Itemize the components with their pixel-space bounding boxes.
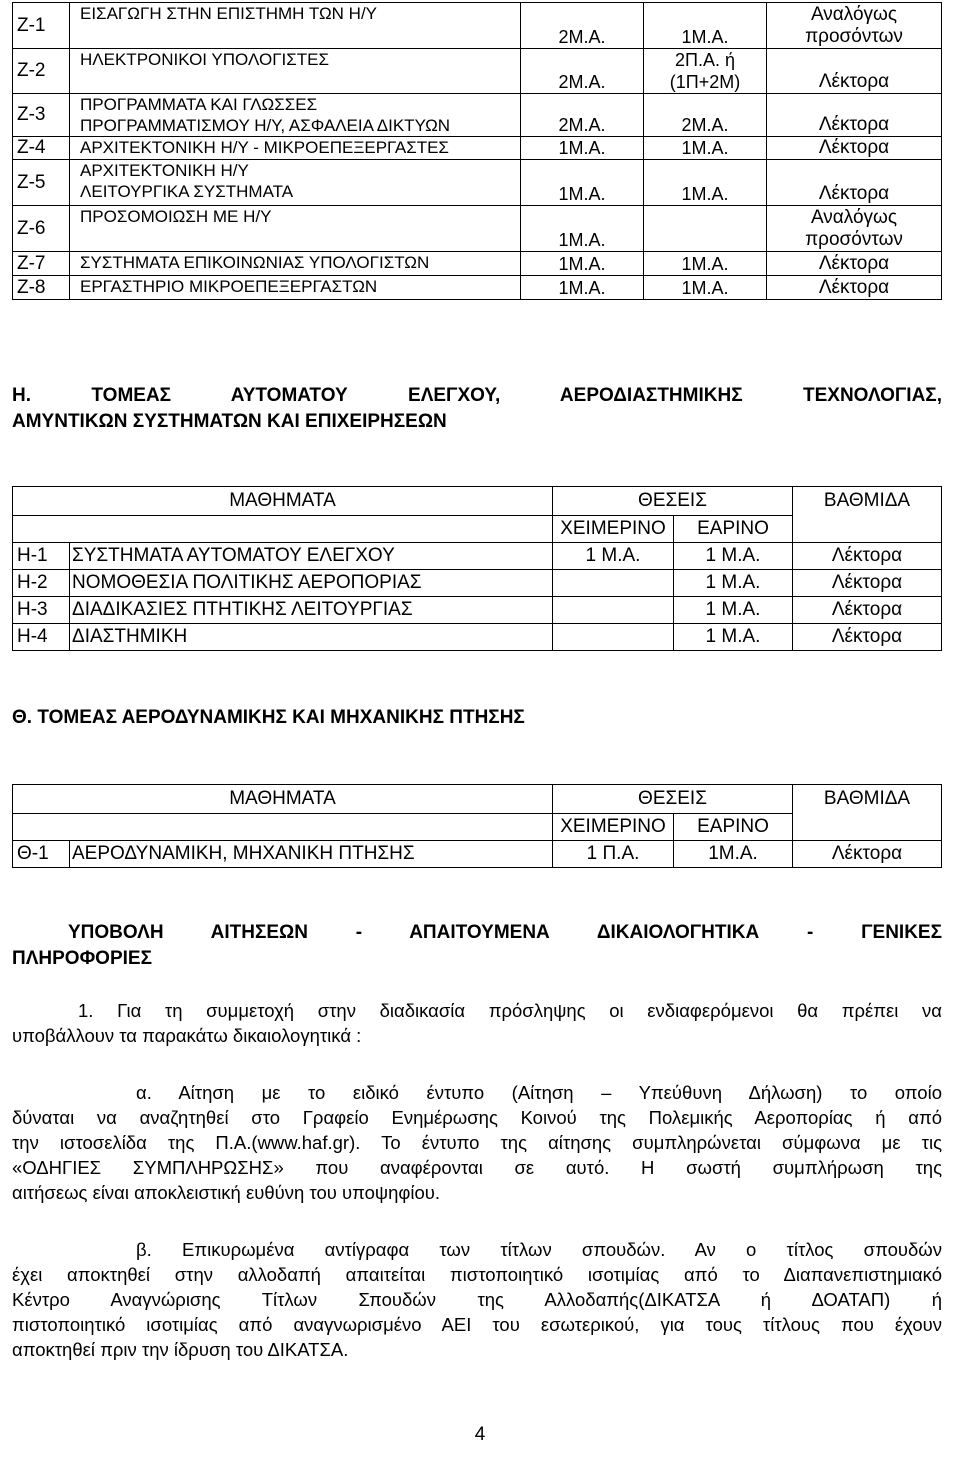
row-grade: [767, 252, 942, 276]
row-winter: 1 Μ.Α.: [553, 543, 674, 570]
table-th: [12, 784, 942, 868]
table-row: [13, 137, 942, 160]
spring-line: 1Μ.Α.: [681, 278, 729, 298]
header-grade: ΒΑΘΜΙΔΑ: [793, 487, 942, 543]
spring-line: 2Π.Α. ή: [674, 50, 736, 70]
row-code: Θ-1: [13, 841, 70, 868]
row-spring: 1 Μ.Α.: [674, 624, 793, 651]
course-name-line: ΕΡΓΑΣΤΗΡΙΟ ΜΙΚΡΟΕΠΕΞΕΡΓΑΣΤΩΝ: [80, 277, 378, 296]
course-name-line: ΣΥΣΤΗΜΑΤΑ ΕΠΙΚΟΙΝΩΝΙΑΣ ΥΠΟΛΟΓΙΣΤΩΝ: [80, 253, 430, 272]
section-h-title-line2: ΑΜΥΝΤΙΚΩΝ ΣΥΣΤΗΜΑΤΩΝ ΚΑΙ ΕΠΙΧΕΙΡΗΣΕΩΝ: [12, 411, 447, 432]
table-row: [13, 3, 942, 49]
grade-line: Λέκτορα: [818, 183, 890, 204]
course-name-line: ΠΡΟΓΡΑΜΜΑΤΑ ΚΑΙ ΓΛΩΣΣΕΣ: [80, 95, 318, 114]
row-grade: [767, 137, 942, 160]
row-grade: [767, 206, 942, 252]
header-winter: ΧΕΙΜΕΡΙΝΟ: [553, 814, 674, 841]
row-code: Ζ-4: [13, 137, 70, 160]
row-code: Η-3: [13, 597, 70, 624]
section-th-title: Θ. ΤΟΜΕΑΣ ΑΕΡΟΔΥΝΑΜΙΚΗΣ ΚΑΙ ΜΗΧΑΝΙΚΗΣ ΠΤΗΣΗΣ: [12, 707, 525, 728]
header-grade: ΒΑΘΜΙΔΑ: [793, 785, 942, 841]
row-grade: [767, 49, 942, 94]
paragraph-b-line: πιστοποιητικό ισοτιμίας από αναγνωρισμένο ΑΕΙ του εσωτερικού, για τους τίτλους που έχουν: [12, 1314, 942, 1335]
row-course-name: [70, 94, 521, 137]
paragraph-a: [12, 1080, 942, 1205]
row-grade: [767, 160, 942, 206]
grade-line: Αναλόγως: [810, 207, 898, 228]
header-spring: ΕΑΡΙΝΟ: [674, 516, 793, 543]
row-course-name: [70, 160, 521, 206]
grade-line: προσόντων: [805, 26, 903, 47]
paragraph-a-line: δύναται να αναζητηθεί στο Γραφείο Ενημέρωσης Κοινού της Πολεμικής Αεροπορίας ή από: [12, 1107, 942, 1128]
applications-heading-line1: ΥΠΟΒΟΛΗ ΑΙΤΗΣΕΩΝ - ΑΠΑΙΤΟΥΜΕΝΑ ΔΙΚΑΙΟΛΟΓΗΤΙΚΑ - ΓΕΝΙΚΕΣ: [68, 922, 942, 943]
row-winter: 1Μ.Α.: [521, 252, 644, 276]
table-z: [12, 2, 942, 300]
grade-line: Λέκτορα: [818, 137, 890, 158]
section-h-title: [12, 383, 942, 435]
row-spring: [644, 3, 767, 49]
table-row: [13, 597, 942, 624]
row-course-name: ΣΥΣΤΗΜΑΤΑ ΑΥΤΟΜΑΤΟΥ ΕΛΕΓΧΟΥ: [70, 543, 553, 570]
row-code: Ζ-8: [13, 276, 70, 300]
paragraph-b-line: β. Επικυρωμένα αντίγραφα των τίτλων σπουδών. Αν ο τίτλος σπουδών: [136, 1239, 942, 1260]
row-winter: [553, 597, 674, 624]
row-grade: Λέκτορα: [793, 597, 942, 624]
applications-heading: [68, 920, 942, 946]
applications-heading-line2: ΠΛΗΡΟΦΟΡΙΕΣ: [12, 948, 152, 969]
table-row: [13, 276, 942, 300]
spring-line: 1Μ.Α.: [681, 138, 729, 158]
spring-line: 1Μ.Α.: [681, 27, 729, 47]
row-spring: 1 Μ.Α.: [674, 543, 793, 570]
paragraph-b-line: έχει αποκτηθεί στην αλλοδαπή απαιτείται πιστοποιητικό ισοτιμίας από το Διαπανεπιστημιακό: [12, 1264, 942, 1285]
row-winter: [553, 570, 674, 597]
header-positions: ΘΕΣΕΙΣ: [553, 487, 793, 516]
row-course-name: [70, 206, 521, 252]
row-winter: 1Μ.Α.: [521, 160, 644, 206]
header-spring: ΕΑΡΙΝΟ: [674, 814, 793, 841]
grade-line: Λέκτορα: [818, 253, 890, 274]
row-winter: 1Μ.Α.: [521, 137, 644, 160]
paragraph-a-line: την ιστοσελίδα της Π.Α.(www.haf.gr). Το έντυπο της αίτησης συμπληρώνεται σύμφωνα με τις: [12, 1132, 942, 1153]
row-course-name: ΑΕΡΟΔΥΝΑΜΙΚΗ, ΜΗΧΑΝΙΚΗ ΠΤΗΣΗΣ: [70, 841, 553, 868]
paragraph-a-line: α. Αίτηση με το ειδικό έντυπο (Αίτηση – Υπεύθυνη Δήλωση) το οποίο: [136, 1082, 942, 1103]
row-winter: 1 Π.Α.: [553, 841, 674, 868]
table-h: [12, 486, 942, 651]
header-positions: ΘΕΣΕΙΣ: [553, 785, 793, 814]
row-winter: 2Μ.Α.: [521, 3, 644, 49]
course-name-line: ΠΡΟΓΡΑΜΜΑΤΙΣΜΟΥ Η/Υ, ΑΣΦΑΛΕΙΑ ΔΙΚΤΥΩΝ: [80, 116, 451, 135]
row-winter: 2Μ.Α.: [521, 49, 644, 94]
row-course-name: ΔΙΑΣΤΗΜΙΚΗ: [70, 624, 553, 651]
row-spring: 1Μ.Α.: [674, 841, 793, 868]
row-spring: 1 Μ.Α.: [674, 570, 793, 597]
course-name-line: ΗΛΕΚΤΡΟΝΙΚΟΙ ΥΠΟΛΟΓΙΣΤΕΣ: [80, 50, 330, 69]
header-courses: ΜΑΘΗΜΑΤΑ: [13, 785, 553, 814]
row-spring: [644, 160, 767, 206]
row-grade: Λέκτορα: [793, 543, 942, 570]
table-row: [13, 624, 942, 651]
row-code: Η-4: [13, 624, 70, 651]
row-course-name: [70, 252, 521, 276]
course-name-line: ΑΡΧΙΤΕΚΤΟΝΙΚΗ Η/Υ: [80, 161, 249, 180]
table-row: [13, 252, 942, 276]
paragraph-1: [12, 998, 942, 1048]
section-h-title-line1: Η. ΤΟΜΕΑΣ ΑΥΤΟΜΑΤΟΥ ΕΛΕΓΧΟΥ, ΑΕΡΟΔΙΑΣΤΗΜΙΚΗΣ ΤΕΧΝΟΛΟΓΙΑΣ,: [12, 385, 942, 406]
course-name-line: ΑΡΧΙΤΕΚΤΟΝΙΚΗ Η/Υ - ΜΙΚΡΟΕΠΕΞΕΡΓΑΣΤΕΣ: [80, 138, 449, 157]
row-grade: [767, 276, 942, 300]
row-code: Ζ-2: [13, 49, 70, 94]
table-row: [13, 543, 942, 570]
spring-line: 2Μ.Α.: [681, 115, 729, 135]
paragraph-b: [12, 1237, 942, 1362]
row-course-name: [70, 137, 521, 160]
paragraph-1-line: 1. Για τη συμμετοχή στην διαδικασία πρόσληψης οι ενδιαφερόμενοι θα πρέπει να: [78, 1000, 942, 1021]
row-code: Ζ-3: [13, 94, 70, 137]
course-name-line: ΠΡΟΣΟΜΟΙΩΣΗ ΜΕ Η/Υ: [80, 207, 272, 226]
row-grade: Λέκτορα: [793, 624, 942, 651]
spring-line: (1Π+2Μ): [669, 72, 741, 92]
grade-line: Λέκτορα: [818, 277, 890, 298]
header-winter: ΧΕΙΜΕΡΙΝΟ: [553, 516, 674, 543]
page-number: 4: [474, 1424, 486, 1445]
row-code: Ζ-5: [13, 160, 70, 206]
spring-line: 1Μ.Α.: [681, 184, 729, 204]
row-winter: 1Μ.Α.: [521, 206, 644, 252]
paragraph-a-line: αιτήσεως είναι αποκλειστική ευθύνη του υποψηφίου.: [12, 1182, 441, 1203]
row-spring: [644, 49, 767, 94]
course-name-line: ΕΙΣΑΓΩΓΗ ΣΤΗΝ ΕΠΙΣΤΗΜΗ ΤΩΝ Η/Υ: [80, 4, 378, 23]
table-row: [13, 94, 942, 137]
row-spring: [644, 252, 767, 276]
paragraph-1-line: υποβάλλουν τα παρακάτω δικαιολογητικά :: [12, 1025, 362, 1046]
grade-line: προσόντων: [805, 229, 903, 250]
row-spring: 1 Μ.Α.: [674, 597, 793, 624]
row-grade: Λέκτορα: [793, 570, 942, 597]
grade-line: Αναλόγως: [810, 4, 898, 25]
row-grade: [767, 3, 942, 49]
row-spring: [644, 137, 767, 160]
row-spring: [644, 206, 767, 252]
table-row: [13, 206, 942, 252]
row-grade: Λέκτορα: [793, 841, 942, 868]
row-grade: [767, 94, 942, 137]
course-name-line: ΛΕΙΤΟΥΡΓΙΚΑ ΣΥΣΤΗΜΑΤΑ: [80, 182, 294, 201]
row-spring: [644, 276, 767, 300]
row-course-name: ΔΙΑΔΙΚΑΣΙΕΣ ΠΤΗΤΙΚΗΣ ΛΕΙΤΟΥΡΓΙΑΣ: [70, 597, 553, 624]
paragraph-b-line: αποκτηθεί πριν την ίδρυση του ΔΙΚΑΤΣΑ.: [12, 1339, 349, 1360]
paragraph-a-line: «ΟΔΗΓΙΕΣ ΣΥΜΠΛΗΡΩΣΗΣ» που αναφέρονται σε αυτό. Η σωστή συμπλήρωση της: [12, 1157, 942, 1178]
row-course-name: ΝΟΜΟΘΕΣΙΑ ΠΟΛΙΤΙΚΗΣ ΑΕΡΟΠΟΡΙΑΣ: [70, 570, 553, 597]
row-spring: [644, 94, 767, 137]
row-course-name: [70, 276, 521, 300]
header-courses: ΜΑΘΗΜΑΤΑ: [13, 487, 553, 516]
row-winter: 1Μ.Α.: [521, 276, 644, 300]
row-course-name: [70, 49, 521, 94]
grade-line: Λέκτορα: [818, 71, 890, 92]
table-row: [13, 570, 942, 597]
table-row: [13, 841, 942, 868]
grade-line: Λέκτορα: [818, 114, 890, 135]
table-row: [13, 49, 942, 94]
row-winter: [553, 624, 674, 651]
row-winter: 2Μ.Α.: [521, 94, 644, 137]
row-code: Η-2: [13, 570, 70, 597]
row-code: Ζ-1: [13, 3, 70, 49]
paragraph-b-line: Κέντρο Αναγνώρισης Τίτλων Σπουδών της Αλλοδαπής(ΔΙΚΑΤΣΑ ή ΔΟΑΤΑΠ) ή: [12, 1289, 942, 1310]
spring-line: 1Μ.Α.: [681, 254, 729, 274]
table-row: [13, 160, 942, 206]
row-code: Ζ-7: [13, 252, 70, 276]
row-code: Η-1: [13, 543, 70, 570]
row-code: Ζ-6: [13, 206, 70, 252]
row-course-name: [70, 3, 521, 49]
